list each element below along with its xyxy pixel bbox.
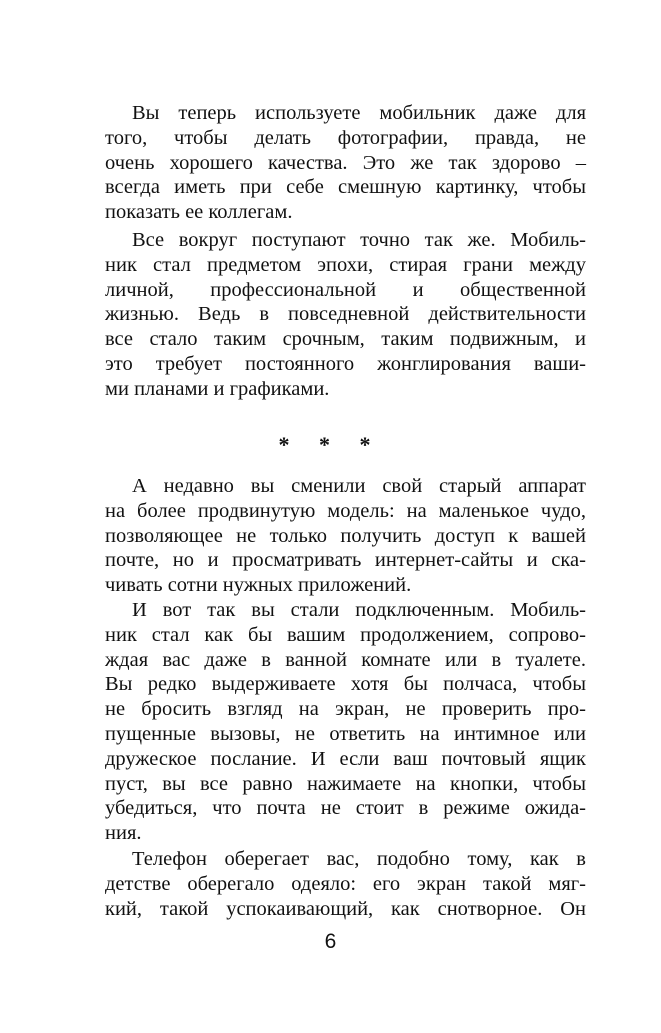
text-line: на более продвинутую модель: на маленькое чудо, <box>105 499 586 522</box>
text-line: позволяющее не только получить доступ к вашей <box>105 524 586 547</box>
text-line: ник стал предметом эпохи, стирая грани между <box>105 253 586 276</box>
text-line: детстве оберегало одеяло: его экран такой мяг- <box>105 872 586 895</box>
text-line: ми планами и графиками. <box>105 377 330 400</box>
paragraph-5 <box>105 847 586 921</box>
text-line: личной, профессиональной и общественной <box>105 278 586 301</box>
text-line: чивать сотни нужных приложений. <box>105 574 412 597</box>
text-line: пуст, вы все равно нажимаете на кнопки, чтобы <box>105 772 586 795</box>
text-line: того, чтобы делать фотографии, правда, не <box>105 126 586 149</box>
text-line: не бросить взгляд на экран, не проверить про- <box>105 698 586 721</box>
page-number: 6 <box>324 930 337 953</box>
paragraph-3 <box>105 474 586 598</box>
text-line: показать ее коллегам. <box>105 201 293 224</box>
text-line: все стало таким срочным, таким подвижным, и <box>105 328 586 351</box>
paragraph-2 <box>105 228 586 402</box>
text-line: убедиться, что почта не стоит в режиме ожида- <box>105 797 586 820</box>
text-line: жизнью. Ведь в повседневной действительности <box>105 303 586 326</box>
text-line: ник стал как бы вашим продолжением, сопрово- <box>105 623 586 646</box>
text-line: ждая вас даже в ванной комнате или в туалете. <box>105 648 586 671</box>
text-line: Телефон оберегает вас, подобно тому, как в <box>132 848 586 870</box>
paragraph-4 <box>105 598 586 846</box>
text-line: пущенные вызовы, не ответить на интимное или <box>105 722 586 745</box>
text-line: всегда иметь при себе смешную картинку, чтобы <box>105 176 586 199</box>
text-line: А недавно вы сменили свой старый аппарат <box>132 475 586 497</box>
text-line: очень хорошего качества. Это же так здорово – <box>105 151 586 174</box>
section-separator: * * * <box>278 432 383 457</box>
text-line: ния. <box>105 822 142 845</box>
text-line: кий, такой успокаивающий, как снотворное. Он <box>105 897 586 920</box>
text-line: Все вокруг поступают точно так же. Мобиль- <box>132 229 586 251</box>
text-line: И вот так вы стали подключенным. Мобиль- <box>132 599 586 621</box>
paragraph-1 <box>105 101 586 225</box>
text-line: Вы редко выдерживаете хотя бы полчаса, чтобы <box>105 673 586 696</box>
text-line: Вы теперь используете мобильник даже для <box>132 102 586 124</box>
text-line: дружеское послание. И если ваш почтовый ящик <box>105 747 586 770</box>
text-line: почте, но и просматривать интернет-сайты и ска- <box>105 549 586 572</box>
text-line: это требует постоянного жонглирования ваши- <box>105 352 586 375</box>
